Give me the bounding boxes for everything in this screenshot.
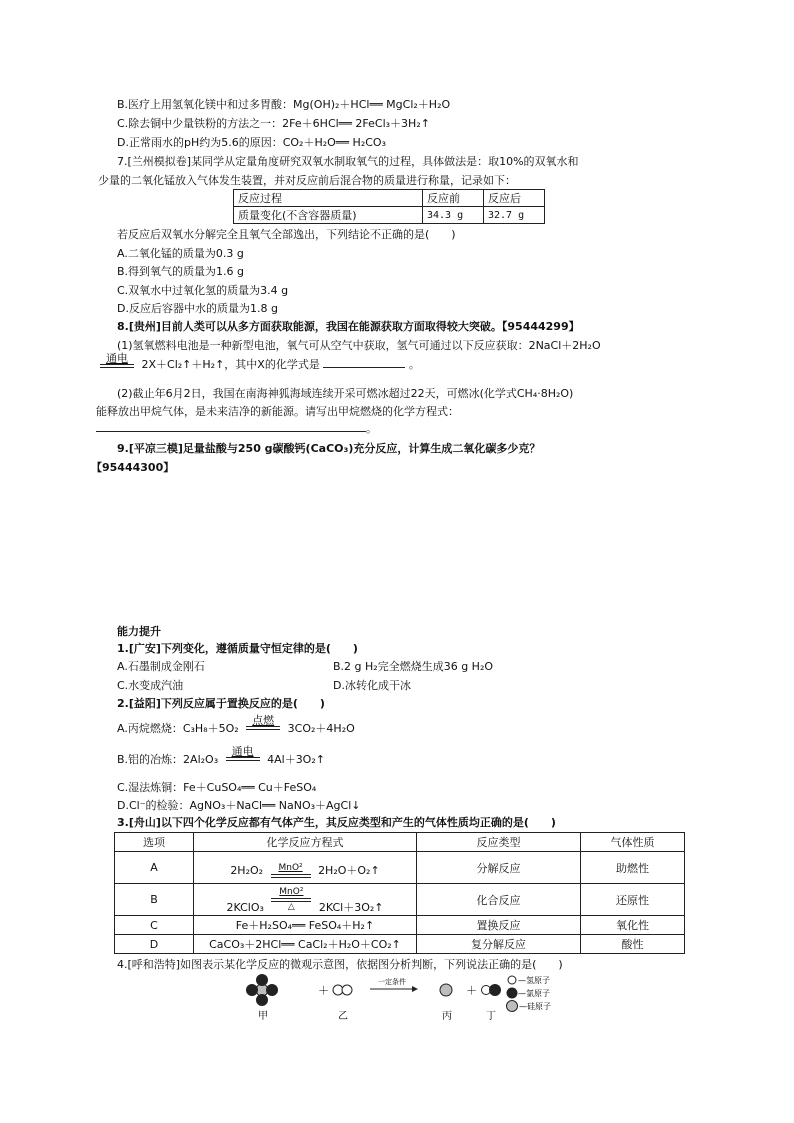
table-row <box>115 916 685 935</box>
q8-part2-line1: (2)截止年6月2日，我国在南海神狐海域连续开采可燃冰超过22天，可燃冰(化学式CH₄·8H₂O) <box>117 387 574 400</box>
a2-option-a-condition <box>246 715 280 730</box>
a3-row-a-eq-right: 2H₂O＋O₂↑ <box>318 863 380 877</box>
q7-option-d: D.反应后容器中水的质量为1.8 g <box>117 302 278 315</box>
a3-header-option: 选项 <box>115 833 194 852</box>
a3-row-b-type: 化合反应 <box>417 884 581 916</box>
a3-row-b-condition <box>271 887 311 912</box>
a3-row-b-equation <box>194 884 417 916</box>
label-jia: 甲 <box>258 1011 268 1022</box>
reaction-condition: 一定条件 <box>378 978 406 986</box>
a3-table <box>114 832 685 954</box>
a3-row-b-catalyst: MnO² <box>279 886 304 897</box>
a3-row-b-option: B <box>115 884 194 916</box>
a3-row-d-option: D <box>115 935 194 954</box>
q8-answer-blank-2[interactable] <box>96 431 366 432</box>
q7-option-c: C.双氧水中过氧化氢的质量为3.4 g <box>117 284 289 297</box>
a3-row-a-condition-sign <box>271 874 311 878</box>
a3-row-b-heat: △ <box>287 901 295 912</box>
q7-stem-line1: 7.[兰州模拟卷]某同学从定量角度研究双氧水制取氧气的过程，具体做法是：取10%的双氧水和 <box>117 155 579 168</box>
q8-part1-text: 2X＋Cl₂↑＋H₂↑，其中X的化学式是 <box>141 358 320 371</box>
q7-stem-line2: 少量的二氧化锰放入气体发生装置，并对反应前后混合物的质量进行称量，记录如下： <box>98 174 516 187</box>
q7-data-table <box>233 189 545 224</box>
q7-option-b: B.得到氧气的质量为1.6 g <box>117 265 245 278</box>
a3-row-c-property: 氧化性 <box>581 916 685 935</box>
molecule-bing <box>440 984 452 996</box>
a1-stem: 1.[广安]下列变化，遵循质量守恒定律的是( ) <box>117 642 358 655</box>
legend-cl-label: —氯原子 <box>518 989 550 998</box>
q6-option-d: D.正常雨水的pH约为5.6的原因：CO₂＋H₂O══ H₂CO₃ <box>117 136 386 149</box>
table-row <box>115 884 685 916</box>
a4-stem: 4.[呼和浩特]如图表示某化学反应的微观示意图，依据图分析判断，下列说法正确的是( ) <box>117 958 563 971</box>
q7-question: 若反应后双氧水分解完全且氧气全部逸出，下列结论不正确的是( ) <box>117 228 456 241</box>
q7-header-process: 反应过程 <box>234 190 423 207</box>
a3-row-a-option: A <box>115 852 194 884</box>
a2-option-b-right: 4Al＋3O₂↑ <box>267 753 325 766</box>
legend-cl-swatch <box>507 988 517 998</box>
a2-option-a <box>117 714 355 735</box>
q8-condition-label: 通电 <box>106 352 128 365</box>
molecule-ding <box>482 985 501 996</box>
label-bing: 丙 <box>442 1011 452 1022</box>
q7-header-before: 反应前 <box>423 190 484 207</box>
table-row <box>115 935 685 954</box>
a3-row-d-property: 酸性 <box>581 935 685 954</box>
a2-option-a-right: 3CO₂＋4H₂O <box>287 722 355 735</box>
legend-h-label: —氢原子 <box>518 976 550 985</box>
a3-row-c-type: 置换反应 <box>417 916 581 935</box>
a3-header-property: 气体性质 <box>581 833 685 852</box>
cl-atom <box>267 985 278 996</box>
legend-h-swatch <box>508 976 516 984</box>
a1-option-a: A.石墨制成金刚石 <box>117 660 205 673</box>
a3-row-a-equation <box>194 852 417 884</box>
a1-option-c: C.水变成汽油 <box>117 679 184 692</box>
q8-part1-line2 <box>96 352 420 371</box>
legend-si-swatch <box>507 1001 518 1012</box>
arrow-head-icon <box>412 986 418 992</box>
q7-row-label: 质量变化(不含容器质量) <box>234 207 423 224</box>
a2-option-d: D.Cl⁻的检验：AgNO₃＋NaCl══ NaNO₃＋AgCl↓ <box>117 799 361 812</box>
a3-stem: 3.[舟山]以下四个化学反应都有气体产生，其反应类型和产生的气体性质均正确的是( ) <box>117 816 556 829</box>
q8-part2-line2: 能释放出甲烷气体，是未来洁净的新能源。请写出甲烷燃烧的化学方程式： <box>96 405 459 418</box>
a2-option-a-condition-label: 点燃 <box>252 714 275 727</box>
a3-row-d-equation: CaCO₃＋2HCl══ CaCl₂＋H₂O＋CO₂↑ <box>194 935 417 954</box>
a3-row-a-eq-left: 2H₂O₂ <box>230 863 264 877</box>
a4-reaction-diagram <box>230 972 570 1028</box>
a3-row-d-type: 复分解反应 <box>417 935 581 954</box>
cl-atom <box>257 975 268 986</box>
a1-option-d: D.冰转化成干冰 <box>333 679 411 692</box>
a2-option-c: C.湿法炼铜：Fe＋CuSO₄══ Cu＋FeSO₄ <box>117 781 317 794</box>
a2-option-b-condition-label: 通电 <box>231 745 254 758</box>
a2-option-b <box>117 745 325 766</box>
a3-row-c-equation: Fe＋H₂SO₄══ FeSO₄＋H₂↑ <box>194 916 417 935</box>
label-ding: 丁 <box>486 1011 496 1022</box>
a3-row-b-eq-left: 2KClO₃ <box>226 900 264 914</box>
a3-header-row <box>115 833 685 852</box>
a3-row-a-type: 分解反应 <box>417 852 581 884</box>
plus-sign-2: ＋ <box>466 984 477 997</box>
q6-option-b: B.医疗上用氢氧化镁中和过多胃酸：Mg(OH)₂＋HCl══ MgCl₂＋H₂O <box>117 98 451 111</box>
legend <box>507 975 552 1012</box>
q8-condition <box>100 353 134 368</box>
a3-row-a-condition <box>271 863 311 878</box>
q7-header-after: 反应后 <box>484 190 545 207</box>
cl-atom <box>490 985 501 996</box>
a3-row-b-eq-right: 2KCl＋3O₂↑ <box>318 900 384 914</box>
a3-row-c-option: C <box>115 916 194 935</box>
q9-stem: 9.[平凉三模]足量盐酸与250 g碳酸钙(CaCO₃)充分反应，计算生成二氧化碳多少克？ <box>117 442 541 455</box>
section-heading: 能力提升 <box>117 625 161 638</box>
a3-row-a-catalyst: MnO² <box>278 862 303 873</box>
q8-part2-end: 。 <box>366 422 377 435</box>
q9-id: 【95444300】 <box>91 461 175 474</box>
q7-option-a: A.二氧化锰的质量为0.3 g <box>117 247 244 260</box>
a3-header-type: 反应类型 <box>417 833 581 852</box>
q7-value-after: 32.7 g <box>484 207 545 224</box>
h-atom <box>342 985 352 995</box>
q6-option-c: C.除去铜中少量铁粉的方法之一：2Fe＋6HCl══ 2FeCl₃＋3H₂↑ <box>117 117 430 130</box>
q7-value-before: 34.3 g <box>423 207 484 224</box>
a2-option-a-left: A.丙烷燃烧：C₃H₈＋5O₂ <box>117 722 239 735</box>
a3-row-a-property: 助燃性 <box>581 852 685 884</box>
a1-option-b: B.2 g H₂完全燃烧生成36 g H₂O <box>333 660 494 673</box>
q8-part1-end: 。 <box>408 358 420 371</box>
a2-option-b-condition <box>226 746 260 761</box>
legend-si-label: —硅原子 <box>519 1002 551 1011</box>
q8-part1-line1: (1)氢氧燃料电池是一种新型电池，氧气可从空气中获取，氢气可通过以下反应获取：2NaCl＋2H₂O <box>117 339 601 352</box>
cl-atom <box>247 985 258 996</box>
a2-option-b-left: B.铝的冶炼：2Al₂O₃ <box>117 753 219 766</box>
label-yi: 乙 <box>338 1011 348 1022</box>
molecule-yi <box>333 985 352 995</box>
cl-atom <box>257 995 268 1006</box>
q8-stem: 8.[贵州]目前人类可以从多方面获取能源，我国在能源获取方面取得较大突破。【95444299】 <box>117 320 580 333</box>
a2-stem: 2.[益阳]下列反应属于置换反应的是( ) <box>117 697 325 710</box>
a3-row-b-property: 还原性 <box>581 884 685 916</box>
plus-sign-1: ＋ <box>318 984 329 997</box>
table-row <box>115 852 685 884</box>
molecule-jia <box>247 975 278 1006</box>
q8-answer-blank-1[interactable] <box>323 367 405 368</box>
q8-part2-line3 <box>96 422 377 436</box>
a3-header-equation: 化学反应方程式 <box>194 833 417 852</box>
